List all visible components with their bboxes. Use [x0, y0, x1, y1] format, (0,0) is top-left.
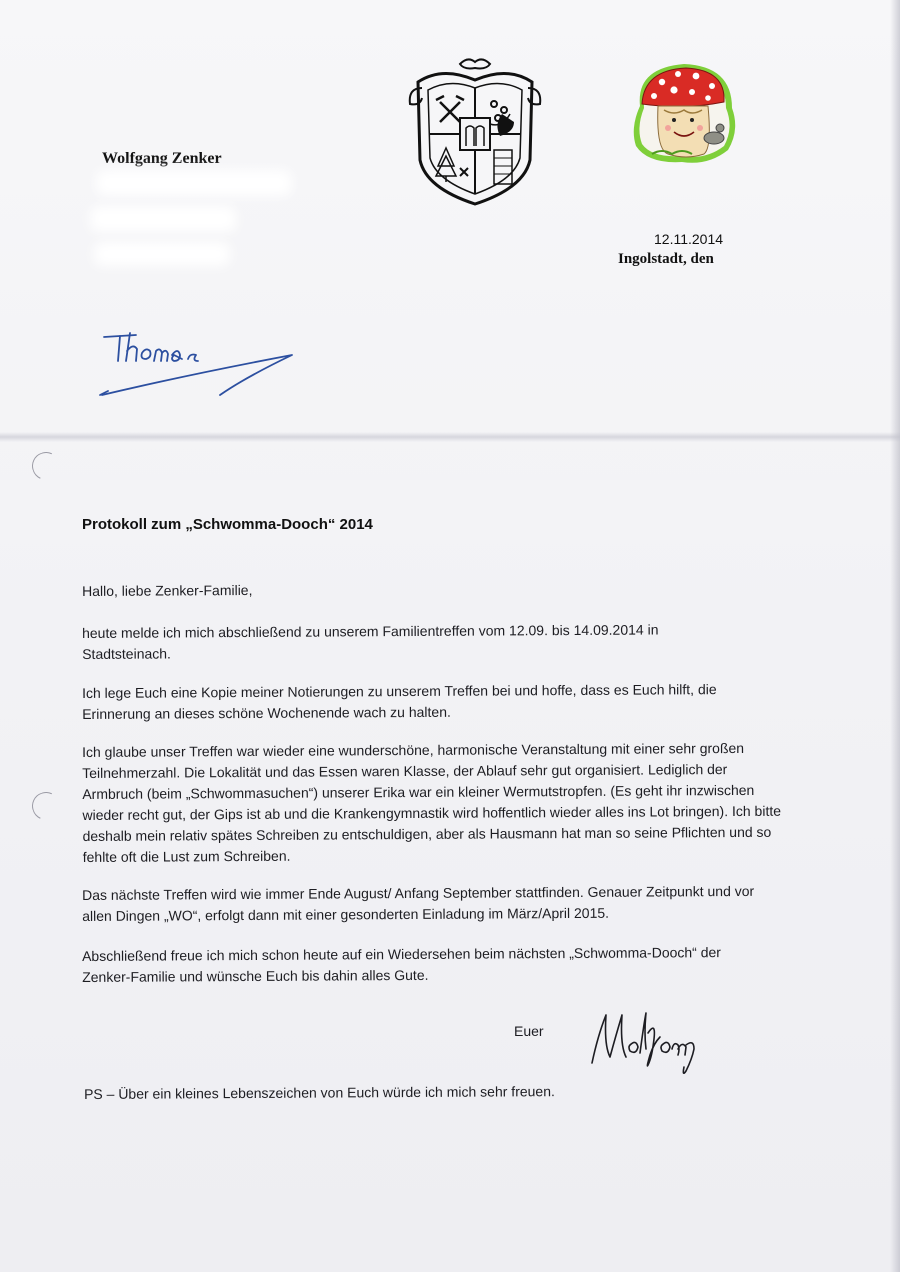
closing: Euer [514, 1023, 544, 1039]
letter-date: 12.11.2014 [654, 231, 724, 247]
body-paragraph: Abschließend freue ich mich schon heute auf ein Wiedersehen beim nächsten „Schwomma-Dooch“ der Zenker-Familie und wünsche Euch bis dahin alles Gute. [82, 944, 721, 985]
redacted-address-line [94, 242, 230, 266]
postscript: PS – Über ein kleines Lebenszeichen von Euch würde ich mich sehr freuen. [84, 1083, 555, 1102]
paper-fold-line [0, 432, 900, 442]
coat-of-arms-icon [402, 52, 548, 212]
body-paragraph: Das nächste Treffen wird wie immer Ende August/ Anfang September stattfinden. Genauer Zeitpunkt und vor allen Dingen „WO“, erfolgt dann mit einer gesonderten Einladung im März/April 2015. [82, 882, 755, 924]
redacted-address-line [96, 170, 292, 196]
letter-place: Ingolstadt, den [618, 251, 714, 267]
letter-title: Protokoll zum „Schwomma-Dooch“ 2014 [82, 516, 373, 533]
handwritten-addressee [96, 325, 306, 405]
redacted-address-line [90, 206, 236, 232]
body-paragraph: Ich glaube unser Treffen war wieder eine wunderschöne, harmonische Veranstaltung mit einer sehr großen Teilnehmerzahl. Die Lokalität und das Essen waren Klasse, der Ablauf sehr gut organisiert. Lediglich der Armbruch (beim „Schwommasuchen“) unserer Erika war ein kleiner Wermutstropfen. (Es geht ihr inzwischen wieder recht gut, der Gips ist ab und die Krankengymnastik wird hoffentlich wieder alles ins Lot bringen). Ich bitte deshalb mein relativ spätes Schreiben zu entschuldigen, aber als Hausmann hat man so seine Pflichten und so fehlte oft die Lust zum Schreiben. [82, 739, 782, 865]
greeting: Hallo, liebe Zenker-Familie, [82, 581, 253, 599]
mushroom-sticker-icon [628, 58, 744, 170]
paper-edge-shadow [890, 0, 900, 1272]
sender-name: Wolfgang Zenker [102, 150, 222, 167]
body-paragraph: Ich lege Euch eine Kopie meiner Notierungen zu unserem Treffen bei und hoffe, dass es Euch hilft, die Erinnerung an dieses schöne Wochenende wach zu halten. [82, 681, 717, 722]
handwritten-signature [582, 1005, 700, 1083]
body-paragraph: heute melde ich mich abschließend zu unserem Familientreffen vom 12.09. bis 14.09.2014 in Stadtsteinach. [82, 621, 659, 662]
